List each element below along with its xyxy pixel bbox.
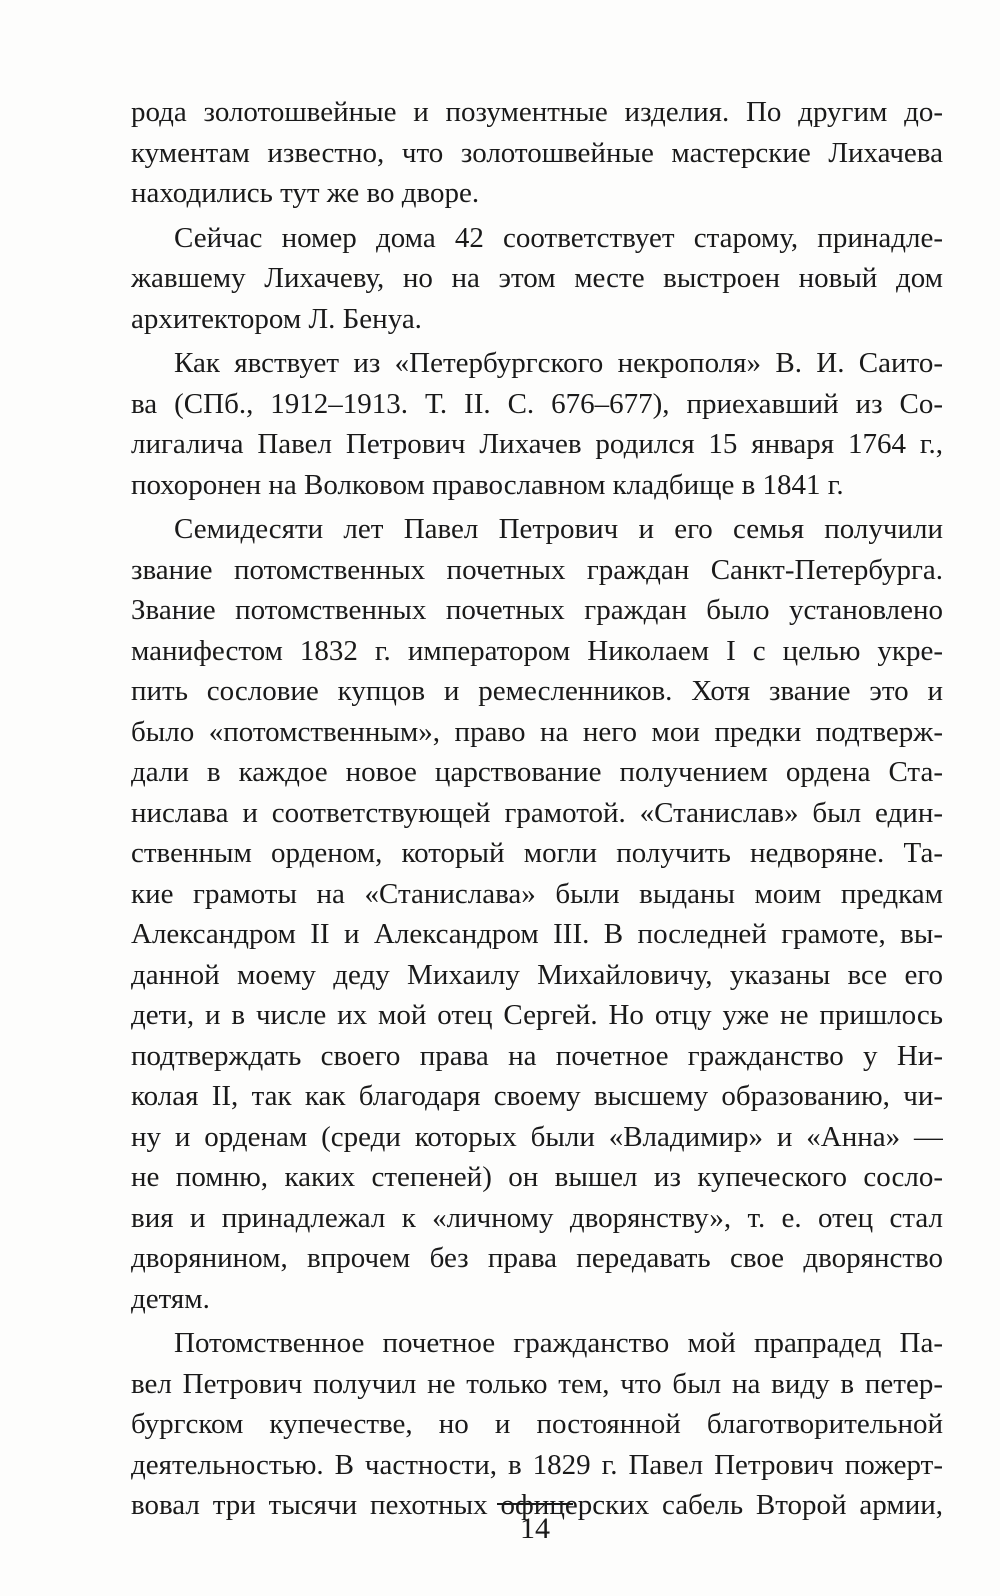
text-line: данной моему деду Михаилу Михайловичу, указаны все его (131, 958, 943, 991)
text-line: находились тут же во дворе. (131, 177, 480, 209)
text-line: дали в каждое новое царствование получением ордена Ста- (131, 756, 943, 788)
text-line: нислава и соответствующей грамотой. «Станислав» был един- (131, 796, 943, 829)
text-line: лигалича Павел Петрович Лихачев родился 15 января 1764 г., (131, 428, 943, 460)
text-line: дворянином, впрочем без права передавать свое дворянство (131, 1242, 943, 1274)
text-line: деятельностью. В частности, в 1829 г. Павел Петрович пожерт- (131, 1448, 943, 1481)
text-line: манифестом 1832 г. императором Николаем I с целью укре- (131, 634, 943, 667)
text-line: вия и принадлежал к «личному дворянству», т. е. отец стал (131, 1201, 943, 1234)
text-line: жавшему Лихачеву, но на этом месте выстроен новый дом (131, 262, 943, 294)
text-line: звание потомственных почетных граждан Санкт-Петербурга. (131, 553, 943, 586)
text-line: колая II, так как благодаря своему высшему образованию, чи- (131, 1080, 943, 1112)
text-line: кие грамоты на «Станислава» были выданы моим предкам (131, 877, 943, 910)
text-line: дети, и в числе их мой отец Сергей. Но отцу уже не пришлось (131, 999, 943, 1031)
text-line: вел Петрович получил не только тем, что был на виду в петер- (131, 1367, 943, 1400)
text-line: Александром II и Александром III. В последней грамоте, вы- (131, 918, 943, 950)
body-text (131, 92, 943, 1526)
text-line: Сейчас номер дома 42 соответствует старому, принадле- (174, 221, 943, 254)
text-line: ну и орденам (среди которых были «Владимир» и «Анна» — (131, 1120, 943, 1153)
paragraph (131, 92, 943, 214)
text-line: Потомственное почетное гражданство мой прапрадед Па- (174, 1327, 943, 1359)
text-line: кументам известно, что золотошвейные мастерские Лихачева (131, 136, 943, 169)
text-line: рода золотошвейные и позументные изделия. По другим до- (131, 96, 943, 128)
text-line: не помню, каких степеней) он вышел из купеческого сосло- (131, 1161, 943, 1193)
text-line: бургском купечестве, но и постоянной благотворительной (131, 1408, 943, 1440)
paragraph (131, 509, 943, 1319)
text-line: архитектором Л. Бенуа. (131, 302, 422, 335)
text-line: Звание потомственных почетных граждан было установлено (131, 594, 943, 626)
page-number: 14 (520, 1512, 550, 1545)
paragraph (131, 1323, 943, 1526)
paragraph (131, 343, 943, 505)
text-line: похоронен на Волковом православном кладбище в 1841 г. (131, 468, 844, 501)
text-line: ственным орденом, который могли получить недворяне. Та- (131, 837, 943, 869)
text-line: Семидесяти лет Павел Петрович и его семья получили (174, 513, 943, 545)
text-line: детям. (131, 1282, 210, 1315)
text-line: подтверждать своего права на почетное гражданство у Ни- (131, 1039, 943, 1072)
footer-rule (497, 1503, 573, 1505)
text-line: Как явствует из «Петербургского некрополя» В. И. Саито- (174, 347, 943, 379)
text-line: ва (СПб., 1912–1913. Т. II. С. 676–677), приехавший из Со- (131, 387, 943, 420)
text-line: вовал три тысячи пехотных офицерских сабель Второй армии, (131, 1489, 943, 1521)
text-line: пить сословие купцов и ремесленников. Хотя звание это и (131, 675, 943, 707)
text-line: было «потомственным», право на него мои предки подтверж- (131, 715, 943, 748)
paragraph (131, 218, 943, 340)
